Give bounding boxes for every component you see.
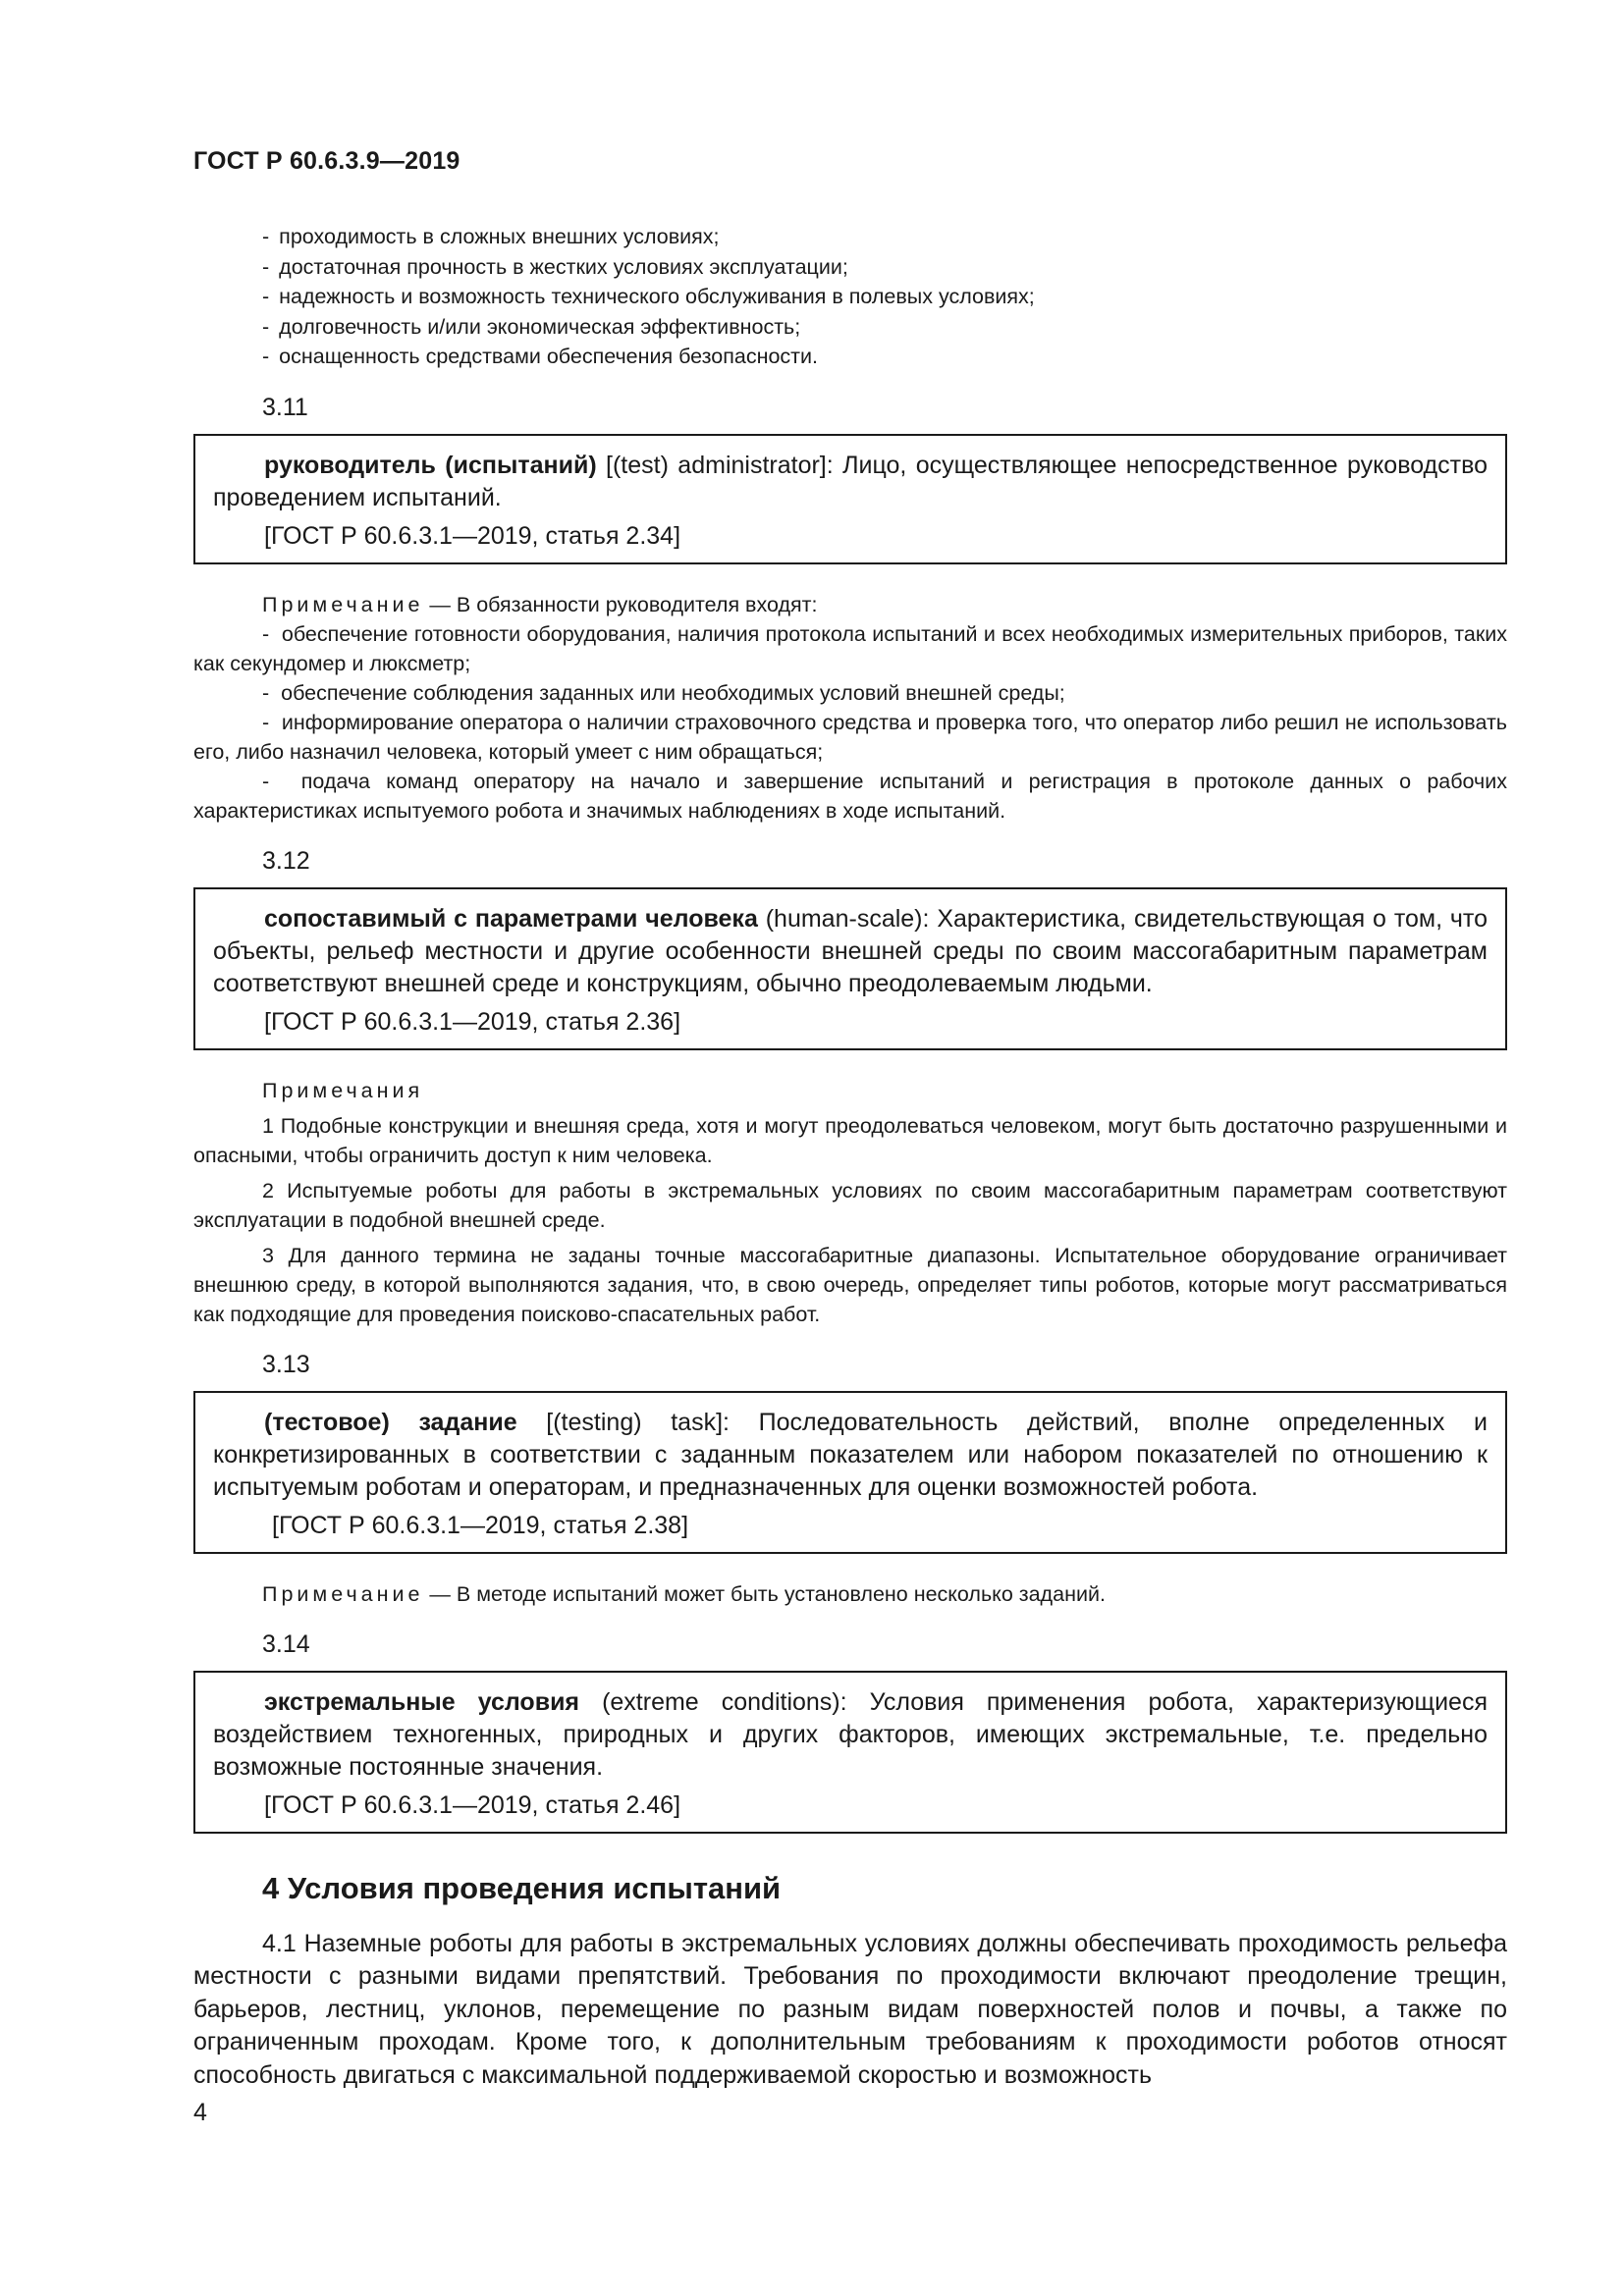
list-item-text: надежность и возможность технического обслуживания в полевых условиях; (279, 285, 1035, 308)
note-label: Примечание (262, 592, 424, 616)
note-label: Примечание (262, 1581, 424, 1606)
list-item-text: долговечность и/или экономическая эффективность; (279, 314, 801, 339)
term-text: (extreme conditions): Условия применения робота, характеризующиеся воздействием техногенных, природных и других факторов, имеющих экстремальные, т.е. предельно возможные постоянные значения. (213, 1687, 1488, 1781)
list-item: - проходимость в сложных внешних условиях; (262, 225, 720, 248)
term-name: сопоставимый с параметрами человека (264, 904, 758, 933)
term-box-3-11 (193, 434, 1507, 564)
term-definition (213, 1686, 1488, 1784)
term-source: [ГОСТ Р 60.6.3.1—2019, статья 2.36] (264, 1007, 681, 1036)
intro-list (193, 222, 1507, 372)
note-item: - информирование оператора о наличии страховочного средства и проверка того, что оператор либо решил не использовать его, либо назначил человека, который умеет с ним обращаться; (193, 710, 1507, 764)
section-title: 4 Условия проведения испытаний (262, 1870, 782, 1905)
note-lead (193, 590, 1507, 619)
list-item-text: оснащенность средствами обеспечения безопасности. (279, 345, 818, 368)
term-definition (213, 1407, 1488, 1504)
list-item: - надежность и возможность технического обслуживания в полевых условиях; (262, 285, 1035, 308)
term-definition (213, 450, 1488, 514)
notes-label: Примечания (262, 1078, 424, 1102)
note-3-11 (193, 590, 1507, 826)
term-source: [ГОСТ Р 60.6.3.1—2019, статья 2.46] (264, 1790, 681, 1819)
list-item-text: достаточная прочность в жестких условиях эксплуатации; (279, 254, 848, 279)
list-item-text: проходимость в сложных внешних условиях; (279, 225, 720, 248)
term-name: руководитель (испытаний) (264, 451, 597, 479)
term-text: [(testing) task]: Последовательность действий, вполне определенных и конкретизированных в соответствии с заданным показателем или набором показателей по отношению к испытуемым роботам и операторам, и предназначенных для оценки возможностей робота. (213, 1408, 1488, 1501)
term-box-3-12 (193, 887, 1507, 1050)
term-text: (human-scale): Характеристика, свидетельствующая о том, что объекты, рельеф местности и другие особенности внешней среды по своим массогабаритным параметрам соответствуют внешней среде и конструкциям, обычно преодолеваемым людьми. (213, 904, 1488, 997)
notes-3-12 (193, 1076, 1507, 1329)
term-source: [ГОСТ Р 60.6.3.1—2019, статья 2.38] (272, 1511, 689, 1539)
note-lead-text: — В обязанности руководителя входят: (423, 592, 818, 616)
term-number: 3.14 (262, 1629, 310, 1658)
section-paragraph: 4.1 Наземные роботы для работы в экстремальных условиях должны обеспечивать проходимость рельефа местности с разными видами препятствий. Требования по проходимости включают преодоление трещин, барьеров, лестниц, уклонов, перемещение по разным видам поверхностей полов и почвы, а также по ограниченным проходам. Кроме того, к дополнительным требованиям к проходимости роботов относят способность двигаться с максимальной поддерживаемой скоростью и возможность (193, 1929, 1507, 2089)
term-number: 3.12 (262, 846, 310, 875)
page-content (193, 222, 1507, 2092)
notes-label-row (193, 1076, 1507, 1105)
note-3-13 (193, 1579, 1507, 1609)
note-item: 3 Для данного термина не заданы точные массогабаритные диапазоны. Испытательное оборудование ограничивает внешнюю среду, в которой выполняются задания, что, в свою очередь, определяет типы роботов, которые могут рассматриваться как подходящие для проведения поисково-спасательных работ. (193, 1243, 1507, 1326)
list-item: - достаточная прочность в жестких условиях эксплуатации; (262, 254, 848, 279)
term-box-3-13 (193, 1391, 1507, 1554)
note-item: - обеспечение готовности оборудования, наличия протокола испытаний и всех необходимых измерительных приборов, таких как секундомер и люксметр; (193, 621, 1507, 675)
page-number: 4 (193, 2099, 207, 2126)
list-item: - оснащенность средствами обеспечения безопасности. (262, 345, 818, 368)
term-number: 3.11 (262, 393, 308, 421)
note-item: - обеспечение соблюдения заданных или необходимых условий внешней среды; (262, 680, 1065, 705)
note-line (193, 1579, 1507, 1609)
note-item: - подача команд оператору на начало и завершение испытаний и регистрация в протоколе данных о рабочих характеристиках испытуемого робота и значимых наблюдениях в ходе испытаний. (193, 769, 1507, 823)
document-header: ГОСТ Р 60.6.3.9—2019 (193, 147, 460, 175)
term-name: экстремальные условия (264, 1687, 580, 1716)
list-item: - долговечность и/или экономическая эффективность; (262, 314, 801, 339)
term-number: 3.13 (262, 1350, 310, 1378)
term-name: (тестовое) задание (264, 1408, 517, 1436)
note-text: — В методе испытаний может быть установлено несколько заданий. (423, 1581, 1106, 1606)
term-box-3-14 (193, 1671, 1507, 1834)
note-item: 2 Испытуемые роботы для работы в экстремальных условиях по своим массогабаритным параметрам соответствуют эксплуатации в подобной внешней среде. (193, 1178, 1507, 1232)
term-text: [(test) administrator]: Лицо, осуществляющее непосредственное руководство проведением испытаний. (213, 451, 1489, 511)
term-source: [ГОСТ Р 60.6.3.1—2019, статья 2.34] (264, 521, 681, 550)
term-definition (213, 903, 1488, 1000)
note-item: 1 Подобные конструкции и внешняя среда, хотя и могут преодолеваться человеком, могут быть достаточно разрушенными и опасными, чтобы ограничить доступ к ним человека. (193, 1113, 1507, 1167)
